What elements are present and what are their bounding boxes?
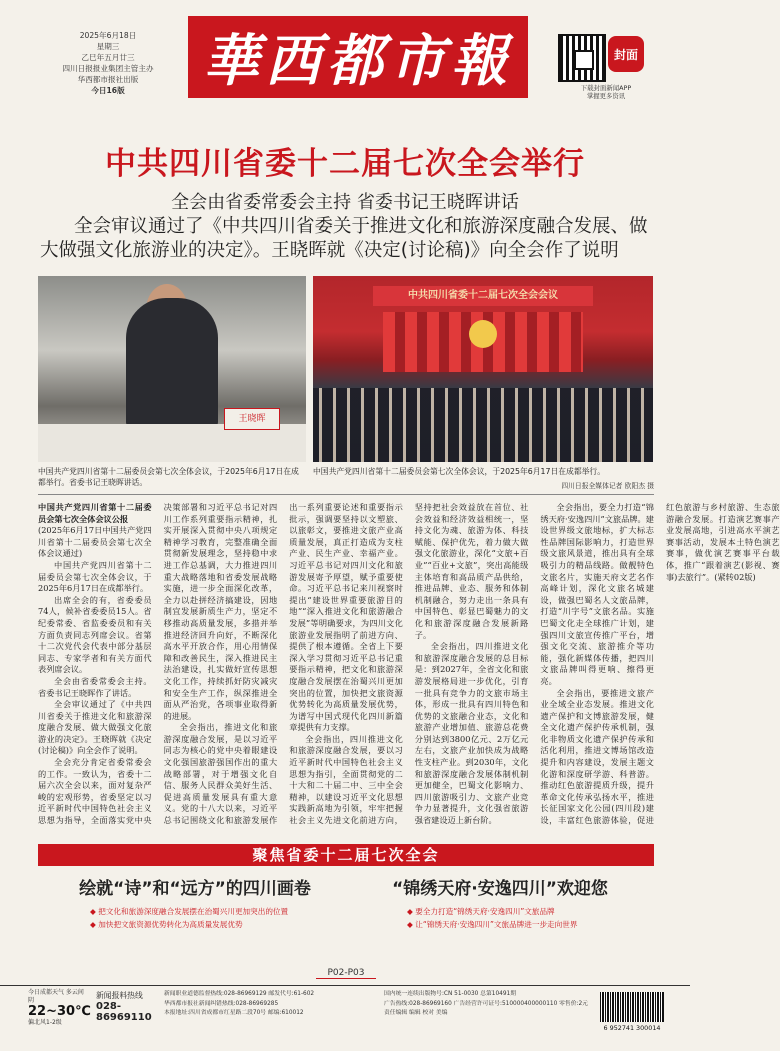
focus-story-point: ◆ 要全力打造“锦绣天府·安逸四川”文旅品牌 [407, 905, 645, 918]
focus-story-points [50, 905, 340, 931]
news-hotline [96, 990, 158, 1023]
focus-story-point: ◆ 加快把文旅资源优势转化为高质量发展优势 [90, 918, 340, 931]
focus-story-point: ◆ 让“锦绣天府·安逸四川”文旅品牌进一步走向世界 [407, 918, 645, 931]
footer-info-line: 华西都市报社新闻纠错热线:028-86969285 [164, 1000, 279, 1007]
barcode-number: 6 952741 300014 [603, 1024, 661, 1032]
photo-figure [126, 298, 218, 428]
article-paragraph: 出席全会的有，省委委员74人，候补省委委员15人。省纪委常委、省监委委员和有关方面负责同志列席会议。省第十二次党代会代表中部分基层同志、专家学者和有关方面代表列席会议。 [38, 594, 152, 675]
focus-story-right[interactable] [355, 874, 645, 931]
footer-publication-info [384, 990, 594, 1019]
focus-story-point: ◆ 把文化和旅游深度融合发展摆在治蜀兴川更加突出的位置 [90, 905, 340, 918]
party-emblem-icon [469, 320, 497, 348]
article-paragraph: 全会指出，四川推进文化和旅游深度融合发展的总目标是：到2027年，全省文化和旅游发展格局进一步优化，引育一批具有竞争力的文旅市场主体，形成一批具有四川特色和优势的文旅融合业态，文化和旅游产业增加值、旅游总花费分别达到3800亿元、2万亿元左右，文旅产业加快成为战略性支柱产业。到2030年，文化和旅游深度融合发展体制机制更加健全，巴蜀文化影响力、四川旅游吸引力、文旅产业竞争力显著提升，文化强省旅游强省建设迈上新台阶。 [414, 641, 529, 826]
footer-info-line: 新闻职业道德监督热线:028-86969129 邮发代号:61-602 [164, 991, 315, 997]
focus-story-title[interactable]: 绘就“诗”和“远方”的四川画卷 [79, 879, 311, 899]
article-body [38, 502, 780, 832]
publisher-line: 华西都市报社出版 [77, 75, 139, 84]
masthead [0, 0, 690, 108]
issue-date: 2025年6月18日 [79, 31, 137, 40]
photo-caption: 中国共产党四川省第十二届委员会第七次全体会议，于2025年6月17日在成都举行。 [313, 467, 606, 476]
focus-story-points [355, 905, 645, 931]
footer-info-line: 广告热线:028-86969160 广告经营许可证号:510000400000110 零售价:2元 [384, 1000, 588, 1007]
app-icon-label: 封面 [613, 47, 638, 62]
hotline-number: 028-86969110 [96, 1001, 152, 1023]
article-paragraph: 全会充分肯定省委常委会的工作。一致认为，省委十二届六次全会以来，面对复杂严峻的宏观形势，省委坚定以习近平新时代中国特色社会主义思想为指导，全面落实党中央决策部署和习近平总书记对四川工作系列重要指示精神，扎实开展深入贯彻中央八项规定精神学习教育，完整准确全面贯彻新发展理念，坚持稳中求进工作总基调，大力推进四川重大战略落地和省委发展战略实施，进一步全面深化改革，全力以赴拼经济搞建设，因地制宜发展新质生产力，坚定不移推动高质量发展，多措并举推进经济回升向好，不断深化高水平开放合作，用心用情保障和改善民生，深入推进民主法治建设，扎实做好宣传思想文化工作，持续抓好防灾减灾和安全生产工作，纵深推进全面从严治党，各项事业取得新的进展。 [38, 502, 278, 826]
footer [0, 985, 690, 1051]
subheadline-detail: 全会审议通过了《中共四川省委关于推进文化和旅游深度融合发展、做大做强文化旅游业的决定》。王晓晖就《决定(讨论稿)》向全会作了说明 [40, 216, 648, 261]
weather-box [28, 989, 91, 1027]
footer-info-line: 本报地址:四川省成都市红星路二段70号 邮编:610012 [164, 1010, 304, 1017]
app-caption-line: 下载封面新闻APP [580, 84, 632, 92]
photo-caption: 中国共产党四川省第十二届委员会第七次全体会议，于2025年6月17日在成都举行。省委书记王晓晖讲话。 [38, 467, 299, 487]
article-paragraph: 全会指出，要全力打造“锦绣天府·安逸四川”文旅品牌。建设世界级文旅地标，扩大标志性品牌国际影响力，打造世界级文旅风景道，推出具有全球吸引力的精品线路。做靓特色文旅名片，实施天府文艺名作高峰计划，深化文旅名城建设，做强巴蜀名人文旅品牌，打造“川字号”文旅名品。实施巴蜀文化走全球推广计划，建强四川文旅宣传推广平台，增强文化交流、旅游推介等功能，强化新媒体传播，把四川文旅品牌叫得更响、擦得更亮。 [540, 502, 654, 686]
hotline-label: 新闻报料热线 [96, 991, 143, 1000]
focus-story-left[interactable] [50, 874, 340, 931]
issue-weekday: 星期三 [96, 42, 120, 51]
article-lead-title: 中国共产党四川省第十二届委员会第七次全体会议公报 [38, 502, 152, 524]
footer-info [164, 990, 374, 1019]
publisher-line: 四川日报报业集团主管主办 [62, 64, 154, 73]
photo-audience [313, 388, 653, 462]
weather-wind: 偏北风1-2级 [28, 1019, 62, 1026]
focus-section-bar: 聚焦省委十二届七次全会 [38, 844, 654, 866]
photo-nameplate: 王晓晖 [224, 408, 280, 430]
footer-info-line: 责任编辑 编辑 校对 美编 [384, 1010, 448, 1017]
weather-label: 今日成都天气 多云间阴 [28, 989, 84, 1004]
app-caption-line: 掌握更多资讯 [586, 92, 626, 100]
divider [38, 494, 654, 495]
article-paragraph: 全会指出，要推进文旅产业全域全业态发展。推进文化遗产保护和文博旅游发展，健全文化遗产保护传承机制，强化非物质文化遗产保护传承和活化利用，推进文博场馆改造提升和内容建设，发展主题文化游和深度研学游、科普游。推动红色旅游提质升级，提升革命文化传承弘扬水平，推进长征国家文化公园(四川段)建设，丰富红色旅游体验，促进红色旅游与乡村旅游、生态旅游融合发展。打造演艺赛事产业发展高地，引进高水平演艺赛事活动，发展本土特色演艺赛事，做优演艺赛事平台载体，推广“跟着演艺(影视、赛事)去旅行”。(紧转02版) [540, 502, 780, 826]
temperature: 22~30℃ [28, 1004, 91, 1019]
photo-credit: 四川日报全媒体记者 欧阳杰 摄 [561, 482, 654, 490]
newspaper-logo [188, 16, 528, 98]
page-count: 今日16版 [91, 86, 125, 95]
qr-code-icon[interactable] [558, 34, 606, 82]
photo-speaker[interactable] [38, 276, 306, 462]
footer-info-line: 国内统一连续出版物号:CN 51-0030 总第10491期 [384, 991, 517, 997]
photo-hall-banner: 中共四川省委十二届七次全会会议 [373, 286, 593, 306]
subheadline: 全会由省委常委会主持 省委书记王晓晖讲话 [171, 192, 519, 213]
photo-meeting-hall[interactable] [313, 276, 653, 462]
issue-lunar-date: 乙巳年五月廿三 [81, 53, 135, 62]
article-paragraph: 全会指出，四川推进文化和旅游深度融合发展，要以习近平新时代中国特色社会主义思想为指引，全面贯彻党的二十大和二十届二中、三中全会精神，以建设习近平文化思想实践新高地为引领，牢牢把握社会主义先进文化前进方向，坚持把社会效益放在首位、社会效益和经济效益相统一，坚持文化为魂、旅游为体、科技赋能、保护优先，着力做大做强文化旅游业，深化“文旅+百业”“百业+文旅”，突出高能级主体培育和高品质产品供给，推进品牌、业态、服务和体制机制融合，努力走出一条具有中国特色、彰显巴蜀魅力的文化和旅游深度融合发展新路子。 [289, 502, 529, 826]
logo-text: 華西都市報 [203, 28, 513, 94]
app-caption [556, 84, 656, 100]
issue-info [48, 30, 168, 96]
app-icon[interactable] [608, 36, 644, 72]
article-paragraph: 全会审议通过了《中共四川省委关于推进文化和旅游深度融合发展、做大做强文化旅游业的决定》。王晓晖就《决定(讨论稿)》向全会作了说明。 [38, 699, 152, 756]
article-lead-subtitle: (2025年6月17日中国共产党四川省第十二届委员会第七次全体会议通过) [38, 525, 152, 559]
article-paragraph: 全会指出，推进文化和旅游深度融合发展，是以习近平同志为核心的党中央着眼建设文化强国旅游强国作出的重大战略部署，对于增强文化自信、服务人民群众美好生活、促进高质量发展具有重大意义。党的十八大以来，习近平总书记围绕文化和旅游发展作出一系列重要论述和重要指示批示，强调要坚持以文塑旅、以旅彰文，要推进文旅产业高质量发展，真正打造成为支柱产业、民生产业、幸福产业。习近平总书记对四川文化和旅游发展寄予厚望，赋予重要使命。习近平总书记来川视察时提出“建设世界重要旅游目的地”“深入推进文化和旅游融合发展”等明确要求，为四川文化旅游业发展指明了前进方向、提供了根本遵循。全省上下要深入学习贯彻习近平总书记重要指示精神，把文化和旅游深度融合发展摆在治蜀兴川更加突出的位置，加快把文旅资源优势转化为高质量发展优势，为谱写中国式现代化四川新篇章提供有力支撑。 [163, 502, 403, 826]
article-paragraph: 中国共产党四川省第十二届委员会第七次全体会议，于2025年6月17日在成都举行。 [38, 559, 152, 594]
article-paragraph: 全会由省委常委会主持。省委书记王晓晖作了讲话。 [38, 675, 152, 698]
page-reference[interactable]: P02-P03 [316, 968, 376, 979]
barcode-icon [600, 992, 664, 1022]
focus-story-title[interactable]: “锦绣天府·安逸四川”欢迎您 [392, 879, 608, 899]
page-headline[interactable]: 中共四川省委十二届七次全会举行 [105, 146, 585, 182]
